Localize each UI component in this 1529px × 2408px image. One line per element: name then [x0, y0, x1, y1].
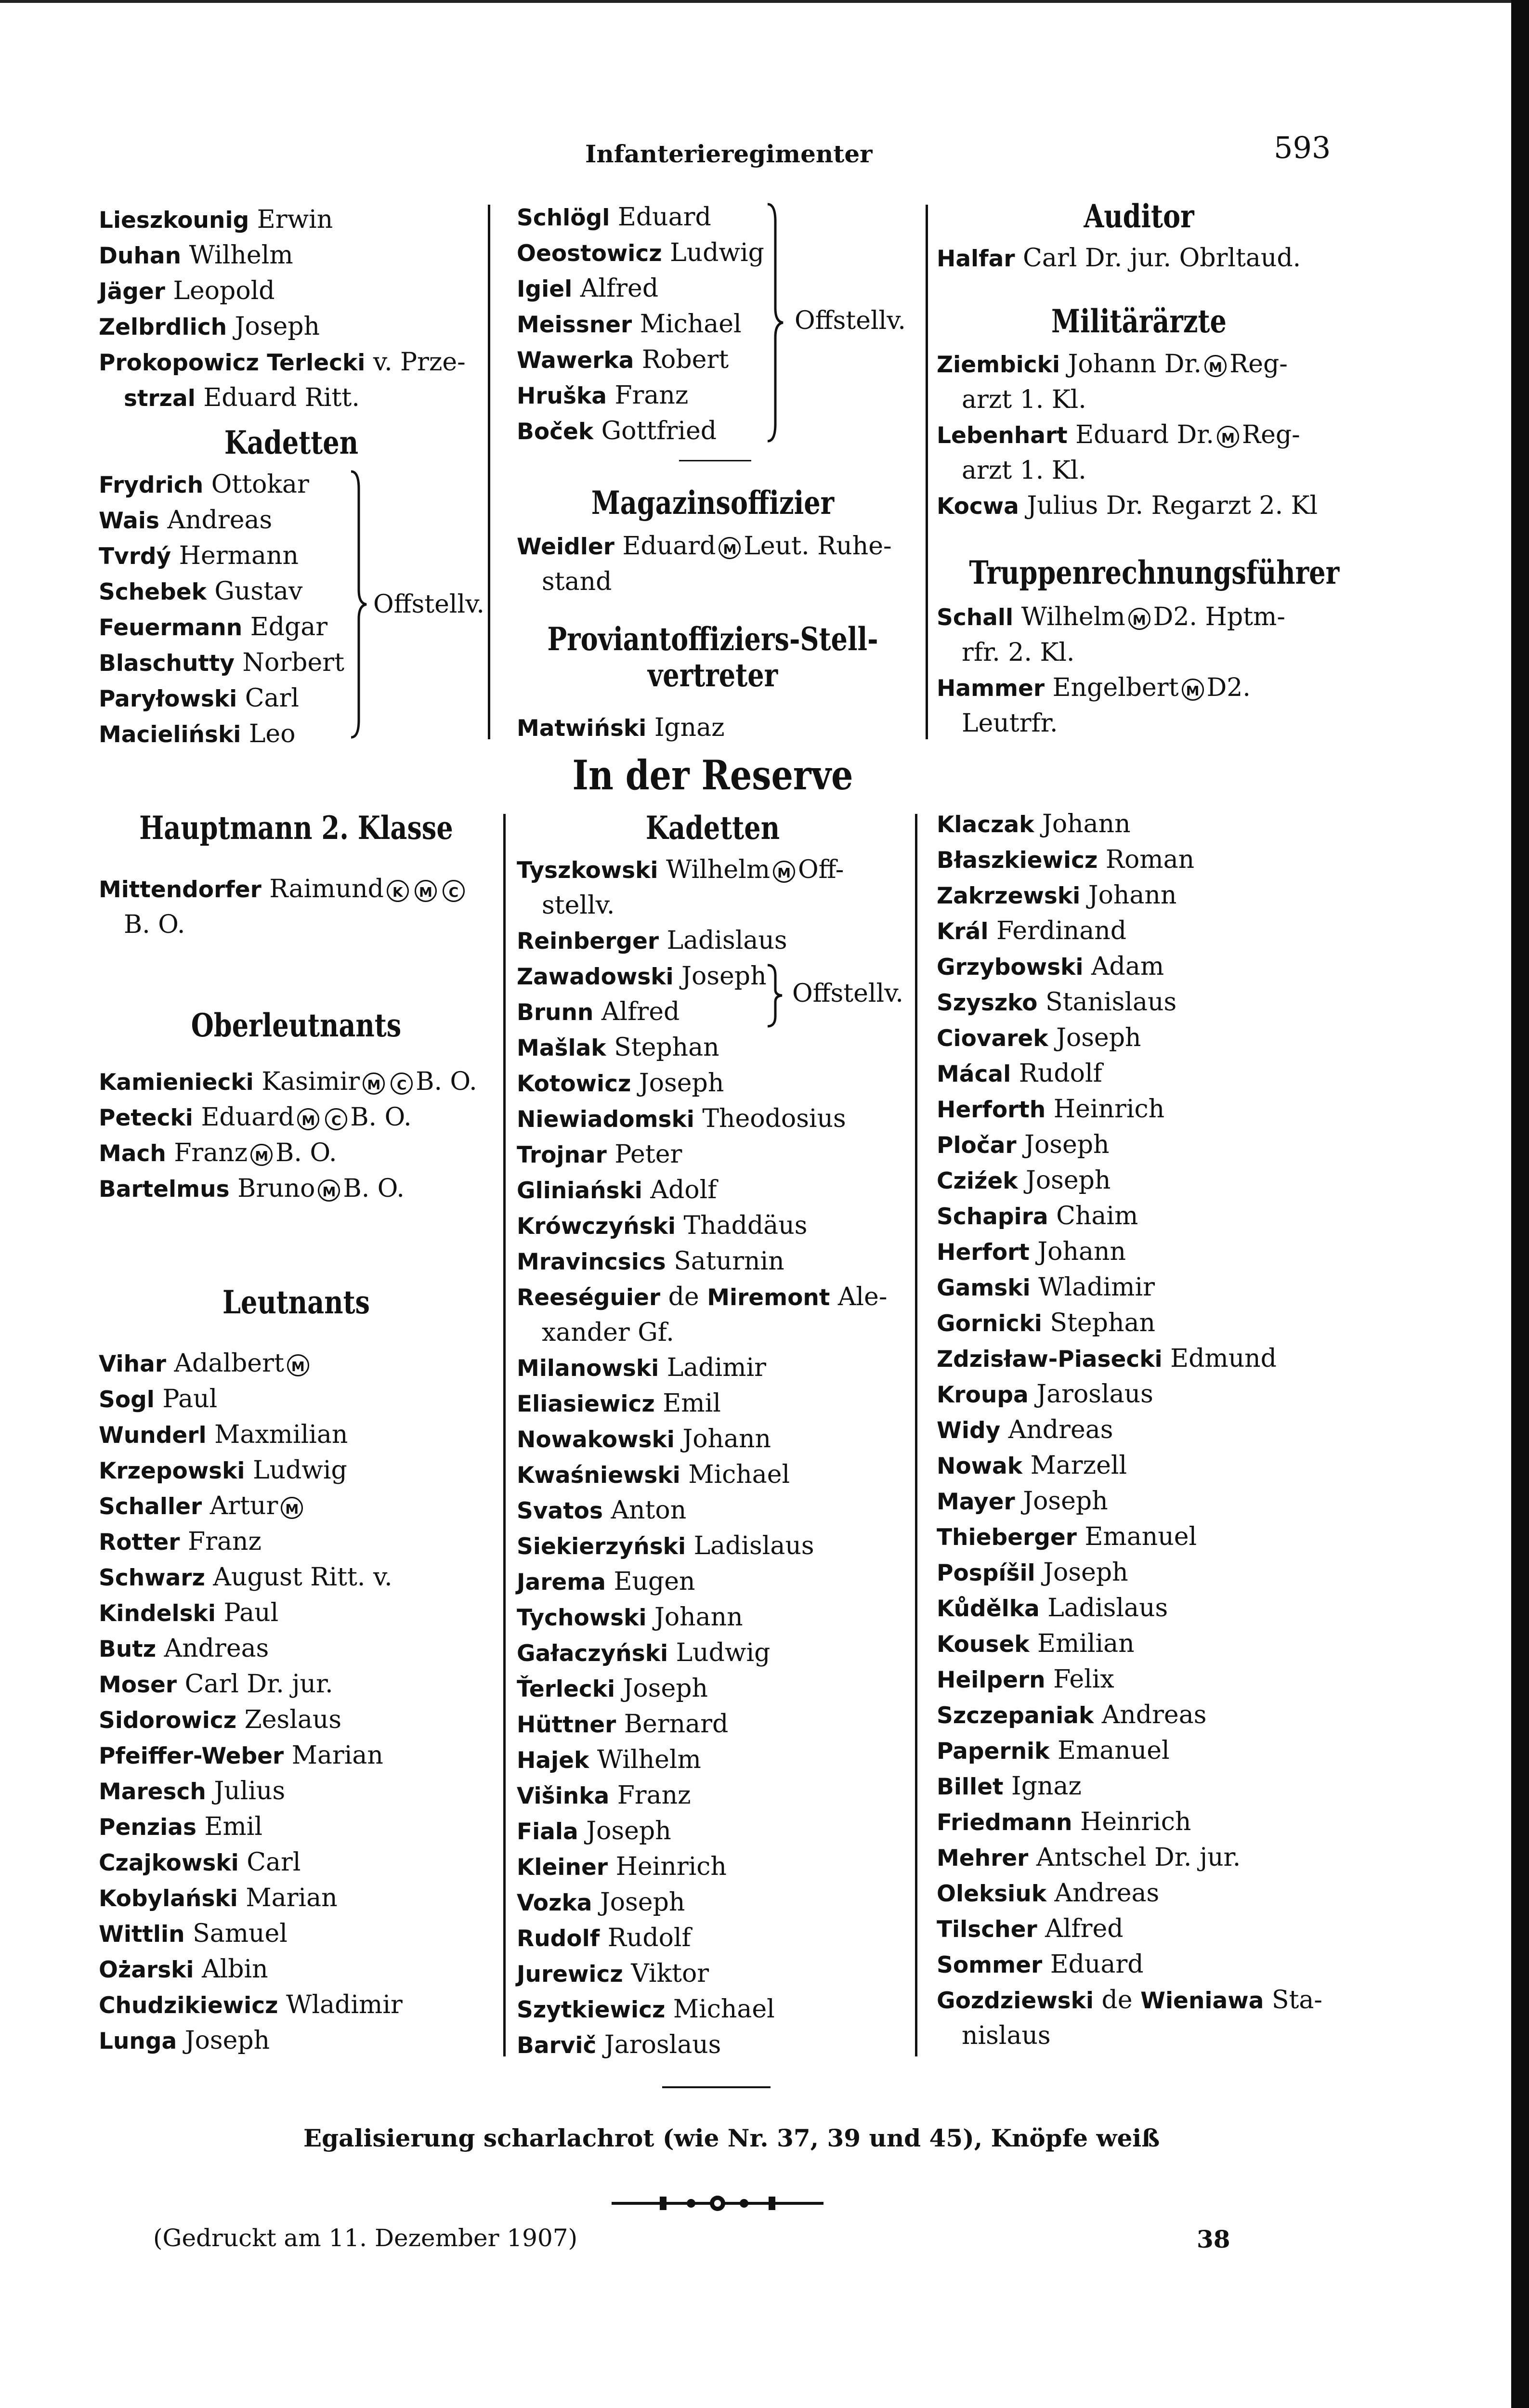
- list-item: Kwaśniewski Michael: [517, 1460, 790, 1489]
- section-title-auditor: Auditor: [1084, 197, 1194, 235]
- list-item: Ożarski Albin: [99, 1955, 268, 1984]
- list-item: Chudzikiewicz Wladimir: [99, 1990, 403, 2019]
- list-item: Reeséguier de Miremont Ale-: [517, 1283, 888, 1311]
- list-item: Schaller Artur M: [99, 1489, 503, 1524]
- list-item: Jarema Eugen: [517, 1567, 695, 1596]
- section-title-hauptmann: Hauptmann 2. Klasse: [139, 809, 453, 847]
- list-item: Ziembicki Johann Dr. M Reg-: [937, 350, 1288, 379]
- list-item: Krówczyński Thaddäus: [517, 1211, 808, 1240]
- list-item: Oeostowicz Ludwig: [517, 238, 764, 267]
- list-item: Trojnar Peter: [517, 1140, 682, 1169]
- list-item: Heilpern Felix: [937, 1665, 1114, 1694]
- list-item: Svatos Anton: [517, 1496, 687, 1525]
- list-item: Schall Wilhelm M D2. Hptm-: [937, 602, 1285, 631]
- list-item: Cziźek Joseph: [937, 1166, 1111, 1195]
- list-item: Milanowski Ladimir: [517, 1353, 766, 1382]
- decoration-badge: C: [325, 1108, 347, 1130]
- sheet-number: 38: [1197, 2225, 1230, 2253]
- decoration-badge: M: [363, 1073, 385, 1095]
- decoration-badge: M: [1182, 679, 1204, 701]
- list-item: Petecki Eduard M C B. O.: [99, 1103, 412, 1132]
- printed-date: (Gedruckt am 11. Dezember 1907): [153, 2224, 578, 2252]
- list-item: Maresch Julius: [99, 1777, 286, 1806]
- list-item: Ťerlecki Joseph: [517, 1674, 708, 1703]
- list-item: Gamski Wladimir: [937, 1273, 1155, 1302]
- list-item: Zelbrdlich Joseph: [99, 312, 320, 341]
- list-item: Mácal Rudolf: [937, 1059, 1102, 1088]
- title-line: Proviantoffiziers-Stell-: [547, 620, 878, 658]
- section-title-leutnants: Leutnants: [222, 1283, 370, 1321]
- list-item: Billet Ignaz: [937, 1772, 1082, 1801]
- decoration-badge: M: [281, 1497, 303, 1519]
- kadetten2-list: [517, 852, 912, 2063]
- list-item: Gozdziewski de Wieniawa Sta-: [937, 1986, 1322, 2015]
- list-item: Mravincsics Saturnin: [517, 1247, 784, 1276]
- list-item: Blaschutty Norbert: [99, 648, 344, 677]
- decoration-badge: K: [387, 880, 409, 902]
- list-item: Jäger Leopold: [99, 276, 275, 305]
- list-item: Pospíšil Joseph: [937, 1558, 1128, 1587]
- list-item: Prokopowicz Terlecki v. Prze-: [99, 348, 466, 377]
- list-item: Brunn Alfred: [517, 997, 680, 1026]
- col3-bottom-list: [937, 807, 1360, 2054]
- hauptmann-entry: [99, 872, 503, 942]
- oberleutnants-list: [99, 1064, 503, 1207]
- list-item: Gornicki Stephan: [937, 1309, 1155, 1337]
- list-item: Reinberger Ladislaus: [517, 926, 787, 955]
- decoration-badge: M: [719, 537, 741, 559]
- list-item: Zawadowski Joseph: [517, 962, 767, 991]
- list-item: Gliniański Adolf: [517, 1176, 717, 1204]
- list-item: Ciovarek Joseph: [937, 1023, 1141, 1052]
- decoration-badge: M: [415, 880, 437, 902]
- list-item: Kleiner Heinrich: [517, 1852, 727, 1881]
- list-item: Meissner Michael: [517, 310, 742, 339]
- list-item: Mayer Joseph: [937, 1487, 1108, 1516]
- list-item: Sogl Paul: [99, 1385, 218, 1413]
- list-item: Schwarz August Ritt. v.: [99, 1563, 392, 1592]
- section-title-kadetten-reserve: Kadetten: [645, 809, 780, 847]
- list-item: Szyszko Stanislaus: [937, 988, 1177, 1017]
- list-item: Friedmann Heinrich: [937, 1807, 1191, 1836]
- list-item: Kůdělka Ladislaus: [937, 1594, 1168, 1623]
- list-item: Widy Andreas: [937, 1415, 1113, 1444]
- list-item: Siekierzyński Ladislaus: [517, 1531, 814, 1560]
- list-item: Thieberger Emanuel: [937, 1522, 1197, 1551]
- list-item: Niewiadomski Theodosius: [517, 1104, 846, 1133]
- section-title-militaeraerzte: Militärärzte: [1051, 302, 1227, 340]
- list-item: Lieszkounig Erwin: [99, 205, 333, 234]
- decoration-badge: M: [318, 1179, 340, 1202]
- section-title-magazinsoffizier: Magazinsoffizier: [591, 484, 835, 522]
- list-item: Schapira Chaim: [937, 1202, 1138, 1230]
- list-item: Nowak Marzell: [937, 1451, 1127, 1480]
- decoration-badge: M: [287, 1354, 309, 1376]
- section-title-truppenrechnungsfuehrer: Truppenrechnungsführer: [969, 554, 1340, 591]
- list-item: Hruška Franz: [517, 381, 689, 410]
- list-item: Butz Andreas: [99, 1634, 269, 1663]
- list-item-continued: arzt 1. Kl.: [962, 385, 1086, 414]
- column-rule-1a: [488, 205, 490, 739]
- list-item: Pločar Joseph: [937, 1130, 1110, 1159]
- list-item: Tychowski Johann: [517, 1603, 743, 1632]
- list-item: Rudolf Rudolf: [517, 1924, 691, 1952]
- list-item-continued: B. O.: [124, 910, 185, 939]
- list-item: Wais Andreas: [99, 506, 273, 535]
- decoration-badge: M: [1128, 608, 1150, 630]
- magazin-entry: [517, 529, 921, 600]
- list-item: Wawerka Robert: [517, 345, 729, 374]
- list-item: Mittendorfer Raimund K M C: [99, 872, 503, 907]
- brace-label: Offstellv.: [792, 979, 903, 1008]
- list-item: Sommer Eduard: [937, 1950, 1144, 1979]
- list-item: Tyszkowski Wilhelm M Off-: [517, 855, 844, 884]
- list-item: Matwiński Ignaz: [517, 713, 725, 742]
- auditor-entry: [937, 241, 1351, 276]
- list-item: Penzias Emil: [99, 1812, 263, 1841]
- list-item-continued: nislaus: [962, 2021, 1051, 2050]
- list-item: Tvrdý Hermann: [99, 541, 299, 570]
- column-rule-1b: [503, 814, 506, 2056]
- title-line: vertreter: [647, 656, 778, 694]
- list-item: Frydrich Ottokar: [99, 470, 309, 499]
- list-item: Gałaczyński Ludwig: [517, 1638, 771, 1667]
- list-item: Błaszkiewicz Roman: [937, 845, 1195, 874]
- list-item: Mašlak Stephan: [517, 1033, 719, 1062]
- list-item: Schebek Gustav: [99, 577, 303, 606]
- list-item-continued: stellv.: [542, 891, 615, 920]
- list-item-continued: stand: [542, 567, 612, 596]
- decoration-badge: C: [391, 1073, 413, 1095]
- list-item: Kocwa Julius Dr. Regarzt 2. Kl: [937, 491, 1318, 520]
- list-item: Kroupa Jaroslaus: [937, 1380, 1153, 1409]
- list-item: Kindelski Paul: [99, 1598, 279, 1627]
- list-item: Duhan Wilhelm: [99, 241, 293, 270]
- list-item: Igiel Alfred: [517, 274, 659, 303]
- decoration-badge: M: [250, 1144, 273, 1166]
- list-item: Sidorowicz Zeslaus: [99, 1705, 342, 1734]
- brace-label: Offstellv.: [795, 306, 906, 335]
- decoration-badge: C: [443, 880, 465, 902]
- footnote-egalisierung: Egalisierung scharlachrot (wie Nr. 37, 39 und 45), Knöpfe weiß: [303, 2124, 1160, 2152]
- divider: [679, 460, 751, 461]
- decoration-badge: M: [773, 861, 795, 883]
- decoration-badge: M: [1217, 426, 1239, 448]
- list-item: Wunderl Maxmilian: [99, 1420, 348, 1449]
- list-item: Rotter Franz: [99, 1527, 261, 1556]
- section-title-oberleutnants: Oberleutnants: [191, 1007, 402, 1044]
- list-item: Papernik Emanuel: [937, 1736, 1170, 1765]
- list-item: Schlögl Eduard: [517, 203, 711, 232]
- list-item: Oleksiuk Andreas: [937, 1879, 1160, 1908]
- list-item: Kamieniecki Kasimir M C B. O.: [99, 1067, 477, 1096]
- list-item: Višinka Franz: [517, 1781, 691, 1810]
- list-item: Vihar Adalbert M: [99, 1346, 503, 1382]
- list-item: Herforth Heinrich: [937, 1095, 1165, 1124]
- col1-top-list: [99, 202, 484, 416]
- list-item: Eliasiewicz Emil: [517, 1389, 721, 1418]
- section-title-reserve: In der Reserve: [572, 751, 853, 799]
- running-header: Infanterieregimenter: [585, 140, 873, 168]
- list-item: Herfort Johann: [937, 1237, 1126, 1266]
- list-item: Macieliński Leo: [99, 720, 296, 748]
- list-item-continued: rfr. 2. Kl.: [962, 638, 1075, 667]
- list-item: Vozka Joseph: [517, 1888, 685, 1917]
- list-item: Feuermann Edgar: [99, 613, 328, 641]
- list-item: Lunga Joseph: [99, 2026, 270, 2055]
- brace-label: Offstellv.: [373, 590, 484, 619]
- list-item: Barvič Jaroslaus: [517, 2030, 721, 2059]
- list-item: Kotowicz Joseph: [517, 1069, 724, 1098]
- column-rule-2a: [926, 205, 928, 739]
- section-title-kadetten: Kadetten: [224, 424, 359, 461]
- list-item-continued: strzal Eduard Ritt.: [124, 383, 360, 412]
- list-item: Paryłowski Carl: [99, 684, 300, 713]
- list-item: Moser Carl Dr. jur.: [99, 1670, 333, 1699]
- divider: [662, 2086, 771, 2088]
- list-item: Szczepaniak Andreas: [937, 1701, 1207, 1729]
- leutnants-list: [99, 1346, 503, 2059]
- list-item: Fiala Joseph: [517, 1817, 671, 1845]
- brace-right: [766, 963, 785, 1028]
- list-item: Kousek Emilian: [937, 1629, 1135, 1658]
- proviant-entry: [517, 710, 921, 746]
- list-item: Zakrzewski Johann: [937, 881, 1177, 910]
- list-item: Wittlin Samuel: [99, 1919, 288, 1948]
- scan-edge-top: [0, 0, 1511, 3]
- list-item: Hüttner Bernard: [517, 1710, 729, 1739]
- list-item: Hajek Wilhelm: [517, 1745, 701, 1774]
- list-item-continued: xander Gf.: [542, 1318, 674, 1347]
- list-item: Boček Gottfried: [517, 417, 717, 445]
- section-title-proviant: [547, 621, 879, 694]
- column-rule-2b: [915, 814, 917, 2056]
- list-item: Král Ferdinand: [937, 916, 1127, 945]
- list-item: Bartelmus Bruno M B. O.: [99, 1174, 405, 1203]
- list-item: Hammer Engelbert M D2.: [937, 673, 1251, 702]
- list-item: Jurewicz Viktor: [517, 1959, 709, 1988]
- decoration-badge: M: [297, 1108, 319, 1130]
- list-item: Nowakowski Johann: [517, 1425, 771, 1453]
- brace-right: [766, 202, 785, 443]
- kadetten1-list: [99, 467, 368, 752]
- list-item-continued: arzt 1. Kl.: [962, 456, 1086, 485]
- list-item: Grzybowski Adam: [937, 952, 1164, 981]
- list-item: Lebenhart Eduard Dr. M Reg-: [937, 420, 1300, 449]
- list-item: Tilscher Alfred: [937, 1914, 1124, 1943]
- list-item: Krzepowski Ludwig: [99, 1456, 347, 1485]
- list-item: Kobylański Marian: [99, 1884, 338, 1912]
- ornament-rule: [612, 2189, 823, 2218]
- decoration-badge: M: [1204, 355, 1227, 377]
- brace-right: [349, 470, 368, 739]
- list-item: Halfar Carl Dr. jur. Obrltaud.: [937, 244, 1301, 273]
- scan-edge-right: [1511, 0, 1529, 2408]
- list-item: Zdzisław-Piasecki Edmund: [937, 1344, 1277, 1373]
- col2-top-list: [517, 200, 786, 449]
- list-item: Szytkiewicz Michael: [517, 1995, 775, 2024]
- list-item: Mehrer Antschel Dr. jur.: [937, 1843, 1241, 1872]
- list-item: Czajkowski Carl: [99, 1848, 301, 1877]
- list-item: Weidler Eduard M Leut. Ruhe-: [517, 532, 892, 561]
- list-item: Klaczak Johann: [937, 810, 1131, 838]
- militaer-list: [937, 347, 1351, 524]
- list-item-continued: Leutrfr.: [962, 709, 1058, 738]
- truppen-list: [937, 600, 1351, 741]
- page-number: 593: [1274, 130, 1331, 165]
- list-item: Mach Franz M B. O.: [99, 1139, 337, 1167]
- list-item: Pfeiffer-Weber Marian: [99, 1741, 383, 1770]
